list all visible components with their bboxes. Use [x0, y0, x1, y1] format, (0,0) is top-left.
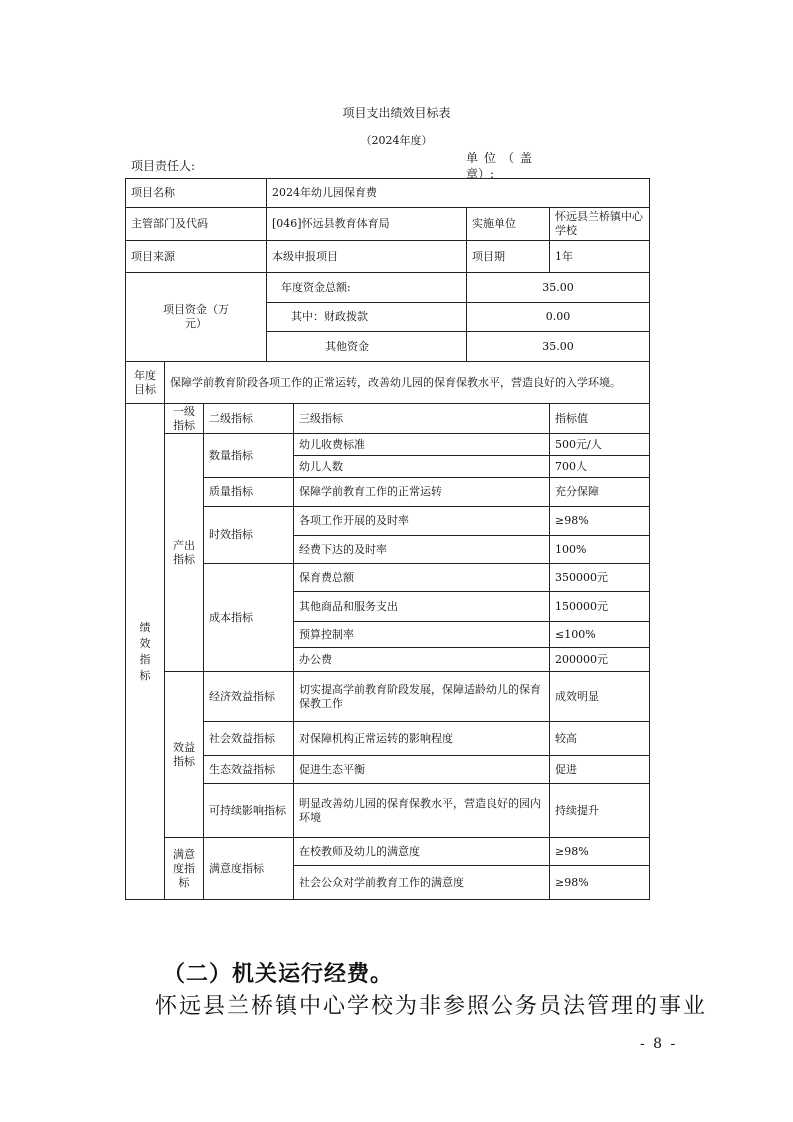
table-row — [126, 838, 650, 866]
satisfaction-indicator-label — [165, 838, 204, 900]
funds-fiscal-label: 其中：财政拨款 — [267, 303, 467, 332]
quality-item-value: 充分保障 — [550, 478, 650, 507]
source-label: 项目来源 — [126, 241, 267, 273]
quantity-indicator-label: 数量指标 — [204, 434, 294, 478]
header-level3: 三级指标 — [294, 404, 550, 434]
funds-total-label: 年度资金总额: — [267, 273, 467, 303]
table-row — [126, 507, 650, 536]
table-row — [126, 241, 650, 273]
cost-item-name: 预算控制率 — [294, 622, 550, 648]
benefit-indicator-label — [165, 672, 204, 838]
section-heading: （二）机关运行经费。 — [163, 961, 394, 987]
table-row — [126, 722, 650, 756]
quality-item-name: 保障学前教育工作的正常运转 — [294, 478, 550, 507]
time-indicator-label: 时效指标 — [204, 507, 294, 564]
cost-item-name: 办公费 — [294, 648, 550, 672]
annual-goal-label — [126, 362, 165, 404]
funds-other-value: 35.00 — [467, 332, 650, 362]
satisfaction-indicator-label-text: 满意度指标 — [173, 847, 195, 889]
table-title: 项目支出绩效目标表 — [342, 106, 451, 120]
satisfaction-item-value: ≥98% — [550, 838, 650, 866]
funds-other-label: 其他资金 — [267, 332, 467, 362]
quantity-item-name: 幼儿人数 — [294, 456, 550, 478]
table-row — [126, 784, 650, 838]
table-row — [126, 179, 650, 208]
project-name-value: 2024年幼儿园保育费 — [267, 179, 650, 208]
cost-item-value: 200000元 — [550, 648, 650, 672]
period-label: 项目期 — [467, 241, 550, 273]
cost-item-value: 350000元 — [550, 564, 650, 592]
output-indicator-label-text: 产出指标 — [173, 538, 195, 566]
header-level2: 二级指标 — [204, 404, 294, 434]
header-level1 — [165, 404, 204, 434]
benefit-item-value: 促进 — [550, 756, 650, 784]
time-item-name: 经费下达的及时率 — [294, 536, 550, 564]
annual-goal-text: 保障学前教育阶段各项工作的正常运转，改善幼儿园的保育保教水平，营造良好的入学环境。 — [165, 362, 650, 404]
funds-total-value: 35.00 — [467, 273, 650, 303]
table-row — [126, 672, 650, 722]
benefit-item-value: 较高 — [550, 722, 650, 756]
perf-indicator-label — [126, 404, 165, 900]
table-row — [126, 564, 650, 592]
satisfaction-item-value: ≥98% — [550, 866, 650, 900]
table-row — [126, 273, 650, 303]
time-item-name: 各项工作开展的及时率 — [294, 507, 550, 536]
table-row — [126, 362, 650, 404]
benefit-item-name: 切实提高学前教育阶段发展，保障适龄幼儿的保育保教工作 — [294, 672, 550, 722]
period-value: 1年 — [550, 241, 650, 273]
benefit-item-name: 明显改善幼儿园的保育保教水平，营造良好的园内环境 — [294, 784, 550, 838]
time-item-value: ≥98% — [550, 507, 650, 536]
satisfaction-item-name: 在校教师及幼儿的满意度 — [294, 838, 550, 866]
quantity-item-value: 500元/人 — [550, 434, 650, 456]
performance-goal-table — [125, 178, 650, 900]
benefit-item-value: 持续提升 — [550, 784, 650, 838]
satisfaction-sub-label: 满意度指标 — [204, 838, 294, 900]
benefit-category: 生态效益指标 — [204, 756, 294, 784]
funds-label — [126, 273, 267, 362]
cost-item-value: 150000元 — [550, 592, 650, 622]
table-row — [126, 478, 650, 507]
benefit-category: 经济效益指标 — [204, 672, 294, 722]
table-subtitle: （2024年度） — [360, 134, 433, 147]
quantity-item-value: 700人 — [550, 456, 650, 478]
quantity-item-name: 幼儿收费标准 — [294, 434, 550, 456]
table-row — [126, 208, 650, 241]
cost-item-value: ≤100% — [550, 622, 650, 648]
funds-label-text: 项目资金（万元） — [163, 303, 229, 330]
body-paragraph: 怀远县兰桥镇中心学校为非参照公务员法管理的事业 — [155, 994, 708, 1019]
impl-unit-label: 实施单位 — [467, 208, 550, 241]
output-indicator-label — [165, 434, 204, 672]
benefit-item-name: 对保障机构正常运转的影响程度 — [294, 722, 550, 756]
project-name-label: 项目名称 — [126, 179, 267, 208]
benefit-category: 社会效益指标 — [204, 722, 294, 756]
header-value: 指标值 — [550, 404, 650, 434]
cost-item-name: 其他商品和服务支出 — [294, 592, 550, 622]
dept-label: 主管部门及代码 — [126, 208, 267, 241]
table-row — [126, 404, 650, 434]
benefit-item-value: 成效明显 — [550, 672, 650, 722]
satisfaction-item-name: 社会公众对学前教育工作的满意度 — [294, 866, 550, 900]
benefit-item-name: 促进生态平衡 — [294, 756, 550, 784]
perf-indicator-label-text: 绩效指标 — [139, 620, 151, 682]
header-level1-text: 一级指标 — [173, 404, 195, 432]
annual-goal-label-text: 年度目标 — [134, 368, 156, 396]
dept-value: [046]怀远县教育体育局 — [267, 208, 467, 241]
table-row — [126, 756, 650, 784]
quality-indicator-label: 质量指标 — [204, 478, 294, 507]
benefit-indicator-label-text: 效益指标 — [173, 740, 195, 768]
unit-seal-line2: 章）: — [466, 167, 495, 181]
funds-fiscal-value: 0.00 — [467, 303, 650, 332]
responsible-person-label: 项目责任人: — [131, 159, 196, 173]
source-value: 本级申报项目 — [267, 241, 467, 273]
time-item-value: 100% — [550, 536, 650, 564]
cost-indicator-label: 成本指标 — [204, 564, 294, 672]
unit-seal-line1: 单位（盖 — [466, 151, 539, 165]
cost-item-name: 保育费总额 — [294, 564, 550, 592]
table-row — [126, 434, 650, 456]
benefit-category: 可持续影响指标 — [204, 784, 294, 838]
page-number: - 8 - — [640, 1036, 678, 1052]
impl-unit-value: 怀远县兰桥镇中心学校 — [550, 208, 650, 241]
